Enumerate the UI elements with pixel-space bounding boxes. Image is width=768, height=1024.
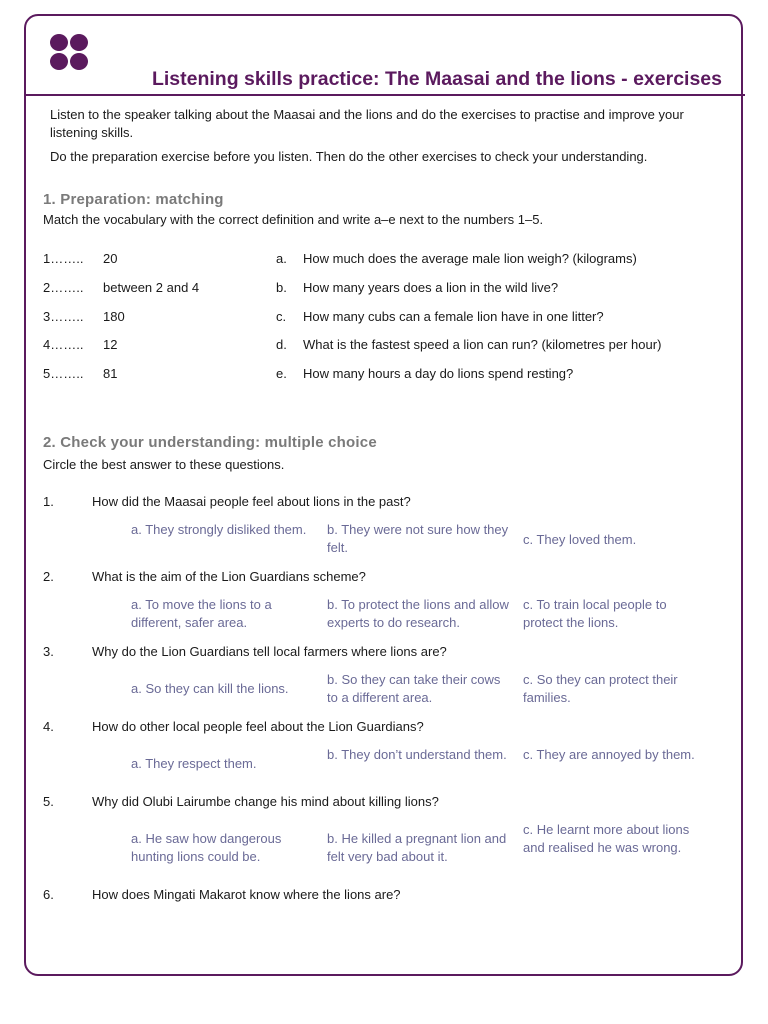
answer-option-c[interactable]: c. They are annoyed by them. (523, 747, 695, 762)
intro-paragraph-1: Listen to the speaker talking about the Maasai and the lions and do the exercises to practise and improve your listening skills. (50, 107, 684, 140)
question-number: 4. (43, 719, 54, 734)
question-text: What is the aim of the Lion Guardians scheme? (92, 569, 366, 584)
matching-row (0, 280, 768, 298)
question-text: How did the Maasai people feel about lions in the past? (92, 494, 411, 509)
answer-option-c[interactable]: c. They loved them. (523, 532, 637, 547)
matching-letter: c. (276, 309, 287, 324)
matching-row (0, 337, 768, 355)
answer-option-c[interactable]: c. He learnt more about lions and realised he was wrong. (523, 822, 690, 855)
question-number: 1. (43, 494, 54, 509)
matching-value: between 2 and 4 (103, 280, 200, 295)
answer-option-a[interactable]: a. He saw how dangerous hunting lions could be. (131, 831, 282, 864)
question-number: 6. (43, 887, 54, 902)
answer-option-b[interactable]: b. They don’t understand them. (327, 747, 507, 762)
answer-option-a[interactable]: a. They strongly disliked them. (131, 522, 307, 537)
matching-letter: d. (276, 337, 287, 352)
matching-definition: How many years does a lion in the wild live? (303, 280, 559, 295)
matching-number: 2…….. (43, 280, 84, 295)
matching-letter: a. (276, 251, 287, 266)
logo-icon (50, 34, 90, 72)
title-divider (26, 94, 745, 96)
matching-number: 5…….. (43, 366, 84, 381)
matching-letter: b. (276, 280, 287, 295)
question-number: 3. (43, 644, 54, 659)
question-number: 2. (43, 569, 54, 584)
matching-number: 1…….. (43, 251, 84, 266)
answer-option-c[interactable]: c. To train local people to protect the lions. (523, 597, 667, 630)
matching-definition: What is the fastest speed a lion can run? (kilometres per hour) (303, 337, 662, 352)
answer-option-b[interactable]: b. They were not sure how they felt. (327, 522, 509, 555)
matching-value: 81 (103, 366, 118, 381)
question-text: How does Mingati Makarot know where the lions are? (92, 887, 401, 902)
answer-option-c[interactable]: c. So they can protect their families. (523, 672, 678, 705)
section1-heading: 1. Preparation: matching (43, 191, 224, 208)
answer-option-a[interactable]: a. So they can kill the lions. (131, 681, 289, 696)
question-text: How do other local people feel about the Lion Guardians? (92, 719, 424, 734)
answer-option-b[interactable]: b. He killed a pregnant lion and felt very bad about it. (327, 831, 507, 864)
question-text: Why do the Lion Guardians tell local farmers where lions are? (92, 644, 447, 659)
matching-value: 12 (103, 337, 118, 352)
matching-row (0, 251, 768, 269)
answer-option-a[interactable]: a. They respect them. (131, 756, 257, 771)
matching-definition: How many hours a day do lions spend resting? (303, 366, 574, 381)
section2-instruction: Circle the best answer to these questions. (43, 457, 285, 472)
matching-definition: How many cubs can a female lion have in one litter? (303, 309, 604, 324)
answer-option-b[interactable]: b. To protect the lions and allow experts to do research. (327, 597, 509, 630)
question-text: Why did Olubi Lairumbe change his mind about killing lions? (92, 794, 439, 809)
answer-option-a[interactable]: a. To move the lions to a different, safer area. (131, 597, 272, 630)
matching-number: 3…….. (43, 309, 84, 324)
matching-row (0, 309, 768, 327)
matching-number: 4…….. (43, 337, 84, 352)
matching-value: 180 (103, 309, 125, 324)
matching-value: 20 (103, 251, 118, 266)
intro-paragraph-2: Do the preparation exercise before you listen. Then do the other exercises to check your understanding. (50, 149, 648, 164)
page-title: Listening skills practice: The Maasai and the lions - exercises (151, 68, 722, 90)
question-number: 5. (43, 794, 54, 809)
answer-option-b[interactable]: b. So they can take their cows to a different area. (327, 672, 501, 705)
matching-row (0, 366, 768, 384)
section1-instruction: Match the vocabulary with the correct definition and write a–e next to the numbers 1–5. (43, 212, 544, 227)
matching-definition: How much does the average male lion weigh? (kilograms) (303, 251, 637, 266)
matching-letter: e. (276, 366, 287, 381)
section2-heading: 2. Check your understanding: multiple choice (43, 434, 377, 451)
